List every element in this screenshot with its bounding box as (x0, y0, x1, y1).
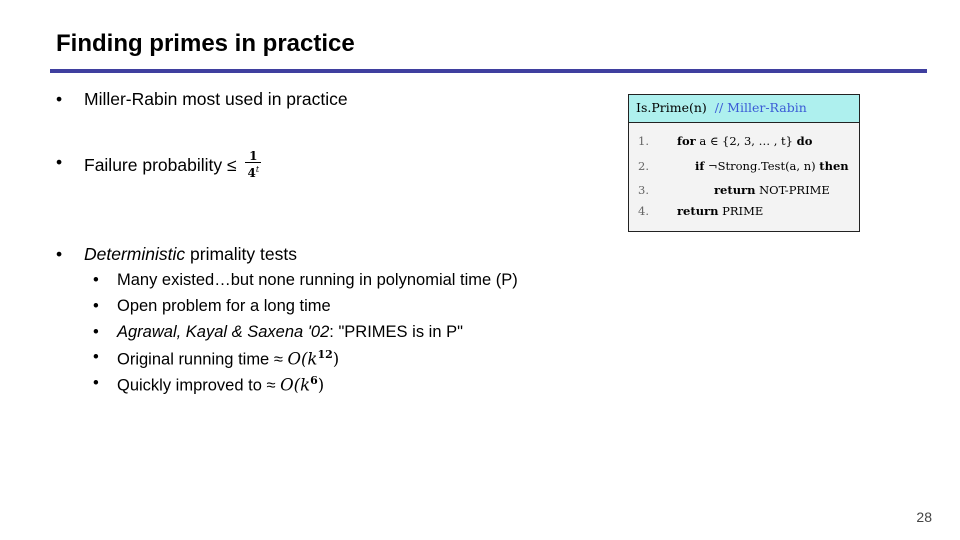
line-number: 2. (638, 159, 649, 173)
algorithm-box (628, 94, 860, 232)
bullet-dot: • (56, 89, 63, 109)
fraction-denominator (245, 163, 261, 179)
big-o-exponent: 12 (317, 348, 333, 361)
code-text: NOT-PRIME (755, 183, 830, 197)
bullet-miller-rabin (56, 89, 348, 110)
sub-bullet-text: Many existed…but none running in polynomial time (P) (117, 271, 518, 289)
sub-bullet-original-time (93, 348, 340, 370)
keyword: then (819, 159, 849, 173)
keyword: do (796, 134, 813, 148)
code-text: PRIME (718, 204, 764, 218)
title-divider (50, 69, 927, 73)
bullet-dot: • (56, 152, 63, 172)
bullet-dot: • (93, 374, 99, 392)
sub-bullet-text: : "PRIMES is in P" (329, 323, 463, 341)
sub-bullet-many-existed (93, 271, 518, 290)
sub-bullet-open-problem (93, 297, 331, 316)
bullet-dot: • (93, 348, 99, 366)
algorithm-header (629, 95, 859, 123)
slide-title: Finding primes in practice (56, 30, 355, 57)
sub-bullet-improved-time (93, 374, 325, 396)
bullet-text-italic: Deterministic (84, 244, 186, 264)
algorithm-function-name: Is.Prime(n) (636, 100, 707, 115)
algorithm-comment: // Miller-Rabin (714, 100, 807, 115)
line-code (714, 183, 830, 197)
sub-bullet-text: Original running time ≈ (117, 350, 288, 369)
sub-bullet-aks (93, 323, 463, 342)
code-text: a ∈ {2, 3, … , t} (695, 134, 797, 148)
sub-bullet-text: Open problem for a long time (117, 297, 331, 315)
line-number: 4. (638, 204, 649, 218)
bullet-dot: • (93, 323, 99, 341)
big-o-close: ) (317, 375, 325, 395)
keyword: for (677, 134, 696, 148)
big-o-exponent: 6 (310, 374, 318, 387)
denominator-exponent: t (255, 165, 260, 174)
line-code (677, 204, 763, 218)
bullet-dot: • (56, 244, 63, 264)
bullet-failure-probability (56, 149, 261, 181)
page-number: 28 (916, 509, 932, 525)
line-number: 3. (638, 183, 649, 197)
line-number: 1. (638, 134, 649, 148)
bullet-dot: • (93, 297, 99, 315)
sub-bullet-text-italic: Agrawal, Kayal & Saxena '02 (117, 323, 330, 341)
big-o-close: ) (332, 349, 340, 369)
bullet-dot: • (93, 271, 99, 289)
sub-bullet-text: Quickly improved to ≈ (117, 376, 281, 395)
denominator-base: 4 (247, 166, 256, 180)
keyword: return (677, 204, 719, 218)
line-code (677, 134, 812, 148)
fraction-numerator: 1 (245, 150, 261, 163)
line-code (695, 159, 849, 173)
bullet-text: Failure probability ≤ (84, 155, 237, 176)
bullet-text: primality tests (185, 244, 297, 264)
code-text: ¬Strong.Test(a, n) (704, 159, 820, 173)
big-o-expression: O(k (287, 349, 318, 369)
keyword: if (695, 159, 705, 173)
bullet-text: Miller-Rabin most used in practice (84, 89, 348, 109)
bullet-deterministic (56, 244, 297, 265)
big-o-expression: O(k (280, 375, 311, 395)
probability-fraction (245, 150, 261, 179)
keyword: return (714, 183, 756, 197)
